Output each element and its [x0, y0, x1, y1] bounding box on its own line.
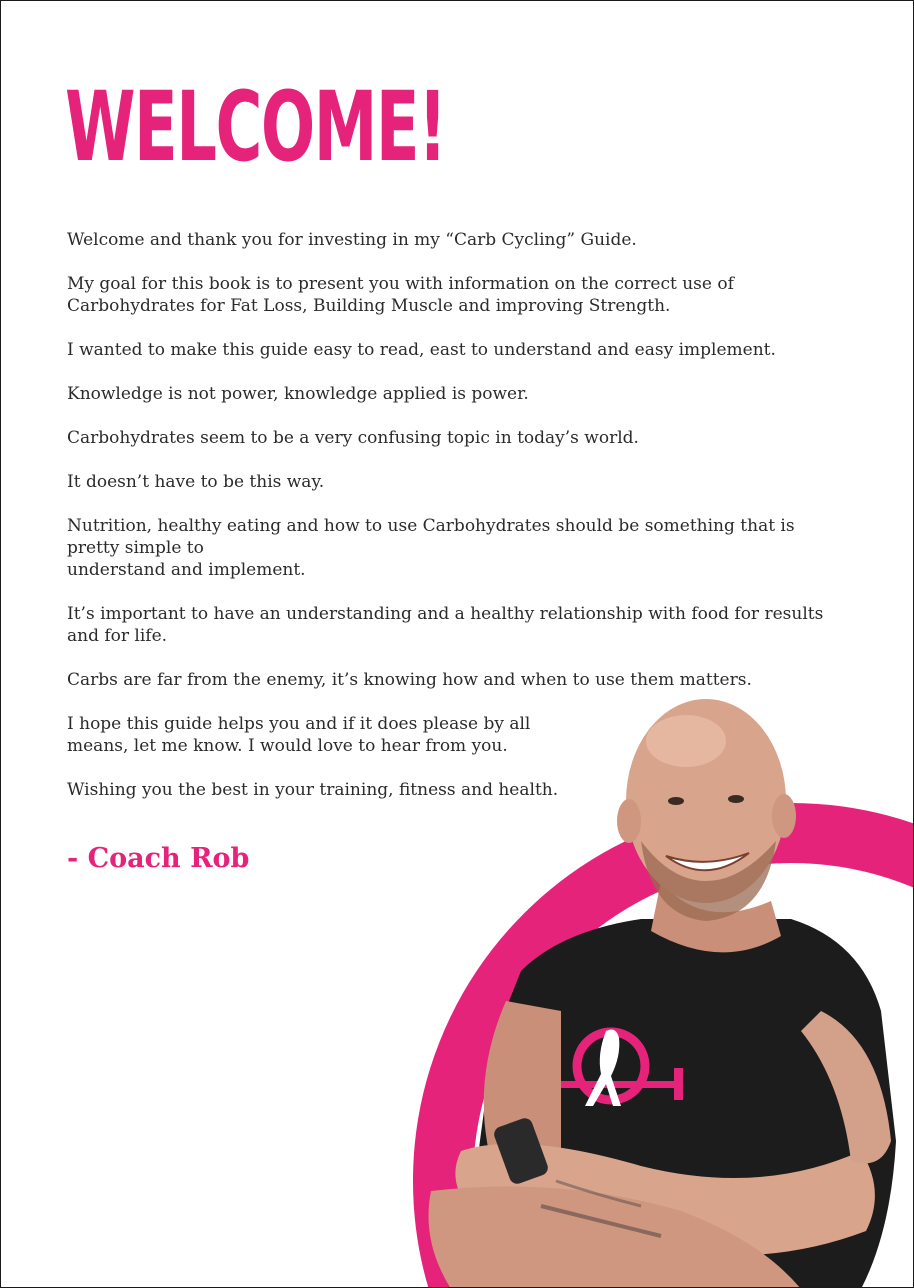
- paragraph-line: understand and implement.: [67, 560, 306, 580]
- watch: [492, 1116, 550, 1186]
- pink-ring-decoration: [443, 833, 914, 1288]
- paragraph: [67, 515, 847, 581]
- arm: [484, 1001, 561, 1184]
- shirt-logo: [539, 1030, 683, 1106]
- paragraph-line: I hope this guide helps you and if it does please by all: [67, 714, 531, 734]
- logo-ring: [577, 1032, 645, 1100]
- page-title: WELCOME!: [65, 71, 446, 183]
- paragraph: Carbs are far from the enemy, it’s knowing how and when to use them matters.: [67, 670, 752, 690]
- paragraph: My goal for this book is to present you with information on the correct use of Carbohydrates for Fat Loss, Building Muscle and improving Strength.: [67, 274, 734, 316]
- paragraph: [67, 713, 847, 757]
- neck: [651, 881, 781, 952]
- forearm: [455, 1144, 875, 1256]
- paragraph: Welcome and thank you for investing in my “Carb Cycling” Guide.: [67, 230, 637, 250]
- paragraph: It doesn’t have to be this way.: [67, 472, 325, 492]
- logo-lifter: [585, 1030, 621, 1106]
- forearm: [429, 1187, 802, 1288]
- paragraph: Knowledge is not power, knowledge applied is power.: [67, 384, 529, 404]
- paragraph-line: means, let me know. I would love to hear from you.: [67, 736, 508, 756]
- logo-barbell: [541, 1081, 681, 1088]
- shirt: [471, 919, 896, 1288]
- paragraph: It’s important to have an understanding and a healthy relationship with food for results and for life.: [67, 604, 824, 646]
- welcome-text: [67, 229, 847, 823]
- paragraph: Carbohydrates seem to be a very confusing topic in today’s world.: [67, 428, 639, 448]
- arm: [801, 1011, 891, 1164]
- signature: - Coach Rob: [67, 843, 250, 874]
- paragraph: Wishing you the best in your training, fitness and health.: [67, 780, 559, 800]
- paragraph-line: Nutrition, healthy eating and how to use Carbohydrates should be something that is pretty simple to: [67, 516, 795, 558]
- paragraph: I wanted to make this guide easy to read, east to understand and easy implement.: [67, 340, 776, 360]
